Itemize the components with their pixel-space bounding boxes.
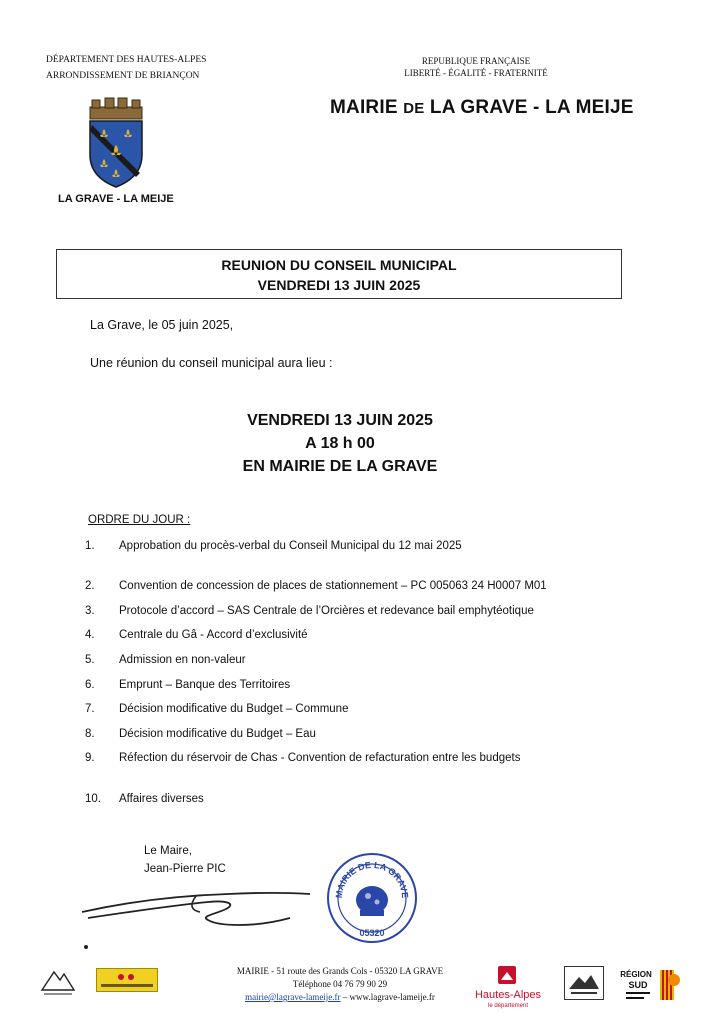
hautes-alpes-logo-icon bbox=[470, 966, 546, 1010]
signer-name: Jean-Pierre PIC bbox=[144, 863, 226, 875]
handwritten-signature-icon bbox=[78, 882, 318, 932]
agenda-item-text: Réfection du réservoir de Chas - Convention de refacturation entre les budgets bbox=[119, 752, 521, 764]
agenda-item-text: Admission en non-valeur bbox=[119, 654, 246, 666]
agenda-item bbox=[85, 605, 534, 617]
agenda-item-text: Décision modificative du Budget – Eau bbox=[119, 728, 316, 740]
agenda-item bbox=[85, 580, 547, 592]
republic-block bbox=[376, 55, 576, 79]
announcement-line: Une réunion du conseil municipal aura lieu : bbox=[90, 356, 333, 370]
department-line: DÉPARTEMENT DES HAUTES-ALPES bbox=[46, 55, 207, 65]
mark-dot bbox=[84, 945, 88, 949]
footer-email-link[interactable]: mairie@lagrave-lameije.fr bbox=[245, 992, 341, 1002]
agenda-item-text: Protocole d’accord – SAS Centrale de l’Orcières et redevance bail emphytéotique bbox=[119, 605, 534, 617]
hautes-alpes-name: Hautes-Alpes bbox=[474, 989, 542, 1001]
agenda-item-text: Convention de concession de places de stationnement – PC 005063 24 H0007 M01 bbox=[119, 580, 547, 592]
seal-postcode: 05320 bbox=[359, 928, 385, 938]
footer-contact bbox=[210, 965, 470, 1004]
meeting-day: VENDREDI 13 JUIN 2025 bbox=[247, 412, 433, 429]
mairie-seal-icon bbox=[326, 852, 418, 944]
agenda-item bbox=[85, 793, 204, 805]
agenda-item-text: Emprunt – Banque des Territoires bbox=[119, 679, 291, 691]
agenda-item-number: 7. bbox=[85, 703, 95, 715]
agenda-item bbox=[85, 728, 316, 740]
department-block bbox=[46, 52, 206, 84]
agenda-item-number: 6. bbox=[85, 679, 95, 691]
commune-label: LA GRAVE - LA MEIJE bbox=[58, 193, 174, 205]
agenda-item bbox=[85, 679, 290, 691]
signer-role: Le Maire, bbox=[144, 845, 192, 857]
agenda-item-number: 5. bbox=[85, 654, 95, 666]
date-line: La Grave, le 05 juin 2025, bbox=[90, 318, 234, 332]
mairie-word: MAIRIE bbox=[330, 97, 398, 118]
agenda-item-text: Centrale du Gâ - Accord d’exclusivité bbox=[119, 629, 308, 641]
mairie-de: DE bbox=[403, 100, 425, 117]
agenda-item-text: Affaires diverses bbox=[119, 793, 204, 805]
footer-separator: – bbox=[340, 992, 350, 1002]
agenda-item bbox=[85, 654, 246, 666]
coat-of-arms-icon bbox=[80, 97, 152, 189]
region-label: RÉGION bbox=[620, 970, 652, 979]
hautes-alpes-sub: le département bbox=[487, 1003, 529, 1009]
agenda-item bbox=[85, 752, 520, 764]
villages-logo-icon bbox=[96, 968, 158, 992]
motto-line: LIBERTÉ - ÉGALITÉ - FRATERNITÉ bbox=[404, 68, 548, 78]
agenda-item-number: 4. bbox=[85, 629, 95, 641]
agenda-item bbox=[85, 703, 348, 715]
meeting-time: A 18 h 00 bbox=[305, 435, 375, 452]
republic-line: REPUBLIQUE FRANÇAISE bbox=[421, 56, 531, 66]
agenda-title: ORDRE DU JOUR : bbox=[88, 514, 191, 526]
mairie-name: LA GRAVE - LA MEIJE bbox=[429, 97, 634, 118]
brianconnais-logo-icon bbox=[564, 966, 604, 1000]
agenda-item bbox=[85, 540, 462, 552]
mountain-logo-icon bbox=[40, 964, 76, 998]
agenda-item-number: 10. bbox=[85, 793, 101, 805]
agenda-item-number: 3. bbox=[85, 605, 95, 617]
region-sud-logo-icon bbox=[616, 966, 682, 1006]
region-sud-label: SUD bbox=[628, 980, 648, 990]
seal-text: MAIRIE DE LA GRAVE bbox=[333, 859, 411, 899]
mairie-title bbox=[330, 97, 634, 119]
meeting-place: EN MAIRIE DE LA GRAVE bbox=[242, 458, 438, 475]
agenda-item bbox=[85, 629, 308, 641]
footer-phone: Téléphone 04 76 79 90 29 bbox=[292, 979, 388, 989]
footer-address: MAIRIE - 51 route des Grands Cols - 05320 LA GRAVE bbox=[236, 966, 444, 976]
agenda-item-number: 9. bbox=[85, 752, 95, 764]
agenda-item-text: Décision modificative du Budget – Commune bbox=[119, 703, 349, 715]
arrondissement-line: ARRONDISSEMENT DE BRIANÇON bbox=[46, 71, 200, 81]
agenda-item-number: 1. bbox=[85, 540, 95, 552]
agenda-item-text: Approbation du procès-verbal du Conseil Municipal du 12 mai 2025 bbox=[119, 540, 462, 552]
meeting-title-box bbox=[56, 249, 622, 299]
footer-website-link[interactable]: www.lagrave-lameije.fr bbox=[349, 992, 435, 1002]
agenda-item-number: 2. bbox=[85, 580, 95, 592]
title-line-2: VENDREDI 13 JUIN 2025 bbox=[257, 277, 421, 293]
agenda-item-number: 8. bbox=[85, 728, 95, 740]
title-line-1: REUNION DU CONSEIL MUNICIPAL bbox=[221, 257, 457, 273]
footer-links bbox=[210, 991, 470, 1004]
signer-block bbox=[144, 842, 226, 878]
meeting-details bbox=[160, 409, 520, 478]
